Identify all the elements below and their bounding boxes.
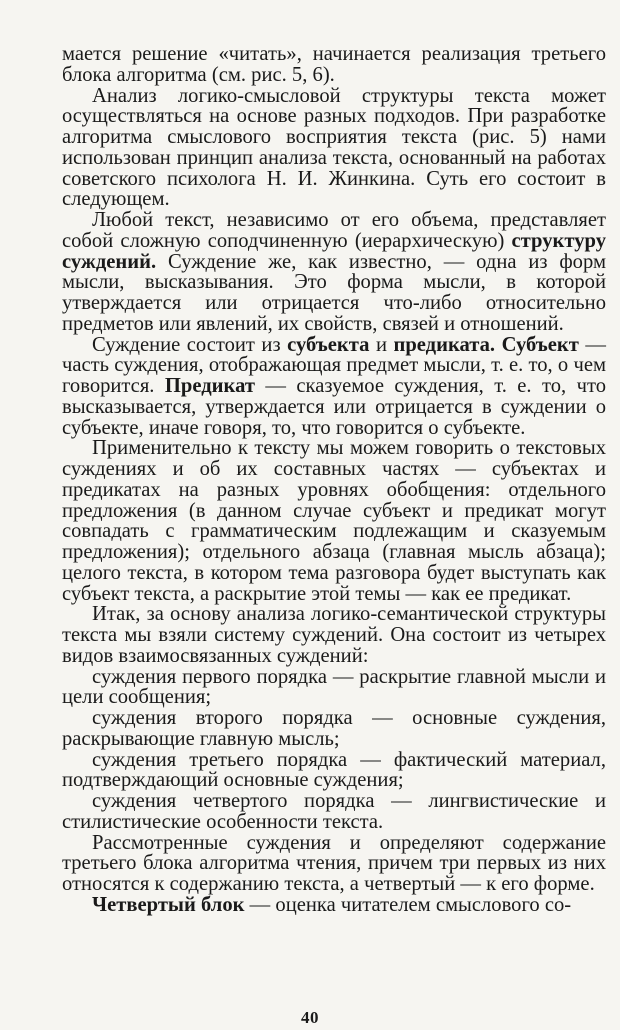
paragraph-approaches: Анализ логико-смысловой структуры текста может осуществляться на основе разных подходов. При разработке алгоритма смыслового восприятия текста (рис. 5) нами использован принцип анализа текста, основанный на работах советского психолога Н. И. Жинкина. Суть его состоит в следующем. [62,84,606,211]
list-item-fourth-order: суждения четвертого порядка — лингвистические и стилистические особенности текста. [62,790,606,833]
paragraph-any-text: Любой текст, независимо от его объема, представляет собой сложную соподчиненную (иерархическую) структуру суждений. Суждение же, как известно, — одна из форм мысли, высказывания. Это форма мысли, в которой утверждается или отрицается что-либо относительно предметов или явлений, их свойств, связей и отношений. [62,209,606,335]
term-subject-def: Субъект [501,333,579,356]
term-subject: субъекта [287,333,370,356]
paragraph-text-judgments: Применительно к тексту мы можем говорить о текстовых суждениях и об их составных частях — субъектах и предикатах на разных уровнях обобщения: отдельного предложения (в данном случае субъект и предикат могут совпадать с грамматическим подлежащим и сказуемым предложения); отдельного абзаца (главная мысль абзаца); целого текста, в котором тема разговора будет выступать как субъект текста, а раскрытие этой темы — как ее предикат. [62,437,606,605]
list-item-second-order: суждения второго порядка — основные суждения, раскрывающие главную мысль; [62,707,606,750]
paragraph-summary: Рассмотренные суждения и определяют содержание третьего блока алгоритма чтения, причем три первых из них относятся к содержанию текста, а четвертый — к его форме. [62,831,606,895]
term-fourth-block: Четвертый блок [92,893,245,916]
paragraph-fourth-block: Четвертый блок — оценка читателем смыслового со- [92,893,572,916]
term-predicate: предиката. [393,333,496,356]
list-item-first-order: суждения первого порядка — раскрытие главной мысли и цели сообщения; [62,665,606,709]
term-judgment-structure: структуру суждений. [62,229,606,273]
paragraph-continuation: мается решение «читать», начинается реализация третьего блока алгоритма (см. рис. 5, 6). [62,43,606,86]
page-number: 40 [301,1008,319,1027]
term-predicate-def: Предикат [164,375,255,397]
list-item-third-order: суждения третьего порядка — фактический материал, подтверждающий основные суждения; [62,748,606,792]
page-text [62,44,606,916]
paragraph-subject-predicate: Суждение состоит из субъекта и предиката. Субъект — часть суждения, отображающая предмет мысли, т. е. то, о чем говорится. Предикат — сказуемое суждения, т. е. то, что высказывается, утверждается или отрицается в суждении о субъекте, иначе говоря, то, что говорится о субъекте. [62,333,607,439]
paragraph-system: Итак, за основу анализа логико-семантической структуры текста мы взяли систему суждений. Она состоит из четырех видов взаимосвязанных суждений: [62,603,606,667]
